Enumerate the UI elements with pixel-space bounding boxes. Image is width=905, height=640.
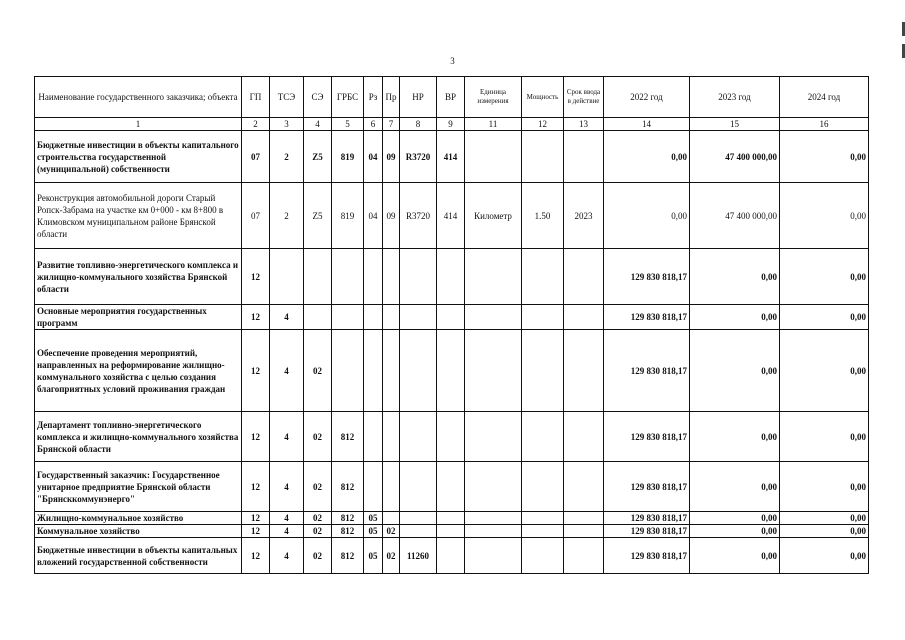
cell-tse: 4	[270, 512, 304, 525]
cell-y2024: 0,00	[780, 330, 869, 412]
cell-power	[522, 462, 564, 512]
cell-y2024: 0,00	[780, 305, 869, 330]
column-index: 4	[304, 118, 332, 131]
cell-se	[304, 249, 332, 305]
header-rz: Рз	[364, 77, 383, 118]
cell-grbs	[332, 330, 364, 412]
cell-pr: 09	[383, 131, 400, 183]
header-grbs: ГРБС	[332, 77, 364, 118]
cell-vr	[437, 525, 465, 538]
cell-unit	[465, 131, 522, 183]
cell-y2023: 0,00	[690, 305, 780, 330]
cell-gp: 12	[242, 305, 270, 330]
cell-y2023: 0,00	[690, 512, 780, 525]
cell-unit	[465, 249, 522, 305]
header-2024: 2024 год	[780, 77, 869, 118]
cell-np: R3720	[400, 183, 437, 249]
cell-grbs	[332, 249, 364, 305]
cell-rz: 05	[364, 525, 383, 538]
cell-name: Обеспечение проведения мероприятий, направленных на реформирование жилищно-коммунального хозяйства с целью создания благоприятных условий проживания граждан	[35, 330, 242, 412]
cell-name: Основные мероприятия государственных программ	[35, 305, 242, 330]
cell-power	[522, 249, 564, 305]
column-index: 3	[270, 118, 304, 131]
cell-y2024: 0,00	[780, 538, 869, 574]
cell-term: 2023	[564, 183, 604, 249]
table-row	[35, 330, 869, 412]
cell-vr	[437, 512, 465, 525]
cell-y2024: 0,00	[780, 525, 869, 538]
cell-name: Реконструкция автомобильной дороги Старый Ропск-Забрама на участке км 0+000 - км 8+800 в Климовском муниципальном районе Брянской области	[35, 183, 242, 249]
cell-grbs: 812	[332, 538, 364, 574]
cell-y2024: 0,00	[780, 183, 869, 249]
column-index: 14	[604, 118, 690, 131]
cell-y2022: 129 830 818,17	[604, 305, 690, 330]
cell-unit	[465, 525, 522, 538]
column-index: 5	[332, 118, 364, 131]
cell-power	[522, 512, 564, 525]
cell-gp: 12	[242, 462, 270, 512]
table-header-row	[35, 77, 869, 118]
cell-y2023: 0,00	[690, 525, 780, 538]
cell-y2022: 129 830 818,17	[604, 249, 690, 305]
cell-power: 1.50	[522, 183, 564, 249]
cell-pr	[383, 330, 400, 412]
cell-y2022: 0,00	[604, 131, 690, 183]
cell-term	[564, 131, 604, 183]
header-2022: 2022 год	[604, 77, 690, 118]
column-index: 1	[35, 118, 242, 131]
table-row	[35, 305, 869, 330]
cell-name: Коммунальное хозяйство	[35, 525, 242, 538]
cell-unit	[465, 512, 522, 525]
cell-unit	[465, 330, 522, 412]
cell-power	[522, 525, 564, 538]
header-unit: Единица измерения	[465, 77, 522, 118]
column-index: 15	[690, 118, 780, 131]
cell-se: Z5	[304, 183, 332, 249]
cell-grbs	[332, 305, 364, 330]
cell-vr	[437, 462, 465, 512]
cell-se: 02	[304, 525, 332, 538]
table-row	[35, 538, 869, 574]
cell-pr	[383, 512, 400, 525]
cell-y2022: 129 830 818,17	[604, 538, 690, 574]
cell-term	[564, 330, 604, 412]
cell-name: Развитие топливно-энергетического комплекса и жилищно-коммунального хозяйства Брянской области	[35, 249, 242, 305]
cell-gp: 12	[242, 412, 270, 462]
cell-y2024: 0,00	[780, 512, 869, 525]
cell-pr	[383, 249, 400, 305]
cell-name: Жилищно-коммунальное хозяйство	[35, 512, 242, 525]
header-name: Наименование государственного заказчика; объекта	[35, 77, 242, 118]
cell-np: 11260	[400, 538, 437, 574]
column-index: 12	[522, 118, 564, 131]
cell-tse: 4	[270, 525, 304, 538]
cell-vr	[437, 412, 465, 462]
cell-se: 02	[304, 512, 332, 525]
cell-se	[304, 305, 332, 330]
cell-term	[564, 538, 604, 574]
header-gp: ГП	[242, 77, 270, 118]
table-row	[35, 525, 869, 538]
cell-pr	[383, 305, 400, 330]
cell-y2023: 0,00	[690, 462, 780, 512]
cell-term	[564, 512, 604, 525]
column-index: 8	[400, 118, 437, 131]
cell-vr	[437, 249, 465, 305]
cell-y2023: 47 400 000,00	[690, 183, 780, 249]
cell-rz	[364, 462, 383, 512]
cell-y2022: 129 830 818,17	[604, 525, 690, 538]
header-pr: Пр	[383, 77, 400, 118]
cell-tse: 4	[270, 330, 304, 412]
header-power: Мощность	[522, 77, 564, 118]
cell-y2022: 129 830 818,17	[604, 462, 690, 512]
cell-se: 02	[304, 538, 332, 574]
cell-np	[400, 305, 437, 330]
cell-vr	[437, 305, 465, 330]
cell-y2023: 0,00	[690, 538, 780, 574]
cell-gp: 12	[242, 538, 270, 574]
table-row	[35, 412, 869, 462]
cell-np	[400, 462, 437, 512]
cell-se: 02	[304, 330, 332, 412]
cell-grbs: 819	[332, 131, 364, 183]
table-row	[35, 183, 869, 249]
cell-rz	[364, 330, 383, 412]
cell-se: 02	[304, 412, 332, 462]
header-tse: ТСЭ	[270, 77, 304, 118]
cell-rz: 04	[364, 183, 383, 249]
cell-tse: 4	[270, 412, 304, 462]
header-np: НР	[400, 77, 437, 118]
cell-power	[522, 412, 564, 462]
table-row	[35, 131, 869, 183]
cell-grbs: 812	[332, 525, 364, 538]
cell-name: Бюджетные инвестиции в объекты капитального строительства государственной (муниципальной) собственности	[35, 131, 242, 183]
cell-grbs: 819	[332, 183, 364, 249]
cell-name: Бюджетные инвестиции в объекты капитальных вложений государственной собственности	[35, 538, 242, 574]
cell-rz: 05	[364, 538, 383, 574]
cell-pr	[383, 462, 400, 512]
cell-gp: 07	[242, 131, 270, 183]
cell-name: Государственный заказчик: Государственное унитарное предприятие Брянской области "Брянсккоммунэнерго"	[35, 462, 242, 512]
cell-rz: 04	[364, 131, 383, 183]
column-index: 9	[437, 118, 465, 131]
cell-tse: 4	[270, 462, 304, 512]
cell-np	[400, 249, 437, 305]
cell-gp: 12	[242, 525, 270, 538]
column-index: 7	[383, 118, 400, 131]
cell-tse: 2	[270, 183, 304, 249]
cell-y2022: 129 830 818,17	[604, 330, 690, 412]
cell-tse: 4	[270, 305, 304, 330]
column-index: 2	[242, 118, 270, 131]
cell-pr	[383, 412, 400, 462]
header-se: СЭ	[304, 77, 332, 118]
table-row	[35, 462, 869, 512]
cell-np	[400, 512, 437, 525]
column-index: 6	[364, 118, 383, 131]
cell-np	[400, 525, 437, 538]
cell-rz: 05	[364, 512, 383, 525]
budget-table	[34, 76, 869, 574]
cell-gp: 12	[242, 512, 270, 525]
cell-rz	[364, 305, 383, 330]
cell-unit	[465, 538, 522, 574]
cell-term	[564, 525, 604, 538]
cell-tse: 2	[270, 131, 304, 183]
cell-term	[564, 412, 604, 462]
column-index: 13	[564, 118, 604, 131]
header-vr: ВР	[437, 77, 465, 118]
cell-gp: 12	[242, 249, 270, 305]
cell-pr: 02	[383, 538, 400, 574]
cell-y2024: 0,00	[780, 412, 869, 462]
cell-se: Z5	[304, 131, 332, 183]
cell-unit	[465, 462, 522, 512]
cell-y2022: 129 830 818,17	[604, 412, 690, 462]
cell-rz	[364, 249, 383, 305]
cell-power	[522, 131, 564, 183]
cell-term	[564, 249, 604, 305]
cell-name: Департамент топливно-энергетического комплекса и жилищно-коммунального хозяйства Брянской области	[35, 412, 242, 462]
cell-grbs: 812	[332, 512, 364, 525]
table-row	[35, 249, 869, 305]
cell-np	[400, 412, 437, 462]
cell-tse: 4	[270, 538, 304, 574]
header-2023: 2023 год	[690, 77, 780, 118]
cell-y2023: 0,00	[690, 412, 780, 462]
cell-grbs: 812	[332, 412, 364, 462]
cell-se: 02	[304, 462, 332, 512]
cell-y2024: 0,00	[780, 462, 869, 512]
column-index: 16	[780, 118, 869, 131]
cell-y2023: 47 400 000,00	[690, 131, 780, 183]
cell-vr	[437, 538, 465, 574]
cell-np	[400, 330, 437, 412]
cell-y2024: 0,00	[780, 249, 869, 305]
cell-pr: 09	[383, 183, 400, 249]
cell-power	[522, 538, 564, 574]
cell-term	[564, 462, 604, 512]
cell-vr: 414	[437, 183, 465, 249]
header-term: Срок ввода в действие	[564, 77, 604, 118]
table-body	[35, 131, 869, 574]
cell-y2022: 0,00	[604, 183, 690, 249]
cell-power	[522, 305, 564, 330]
cell-unit	[465, 305, 522, 330]
cell-y2023: 0,00	[690, 330, 780, 412]
cell-tse	[270, 249, 304, 305]
cell-y2024: 0,00	[780, 131, 869, 183]
cell-term	[564, 305, 604, 330]
column-index-row	[35, 118, 869, 131]
cell-np: R3720	[400, 131, 437, 183]
cell-gp: 07	[242, 183, 270, 249]
cell-power	[522, 330, 564, 412]
cell-unit: Километр	[465, 183, 522, 249]
page-number: 3	[450, 56, 455, 66]
cell-y2023: 0,00	[690, 249, 780, 305]
cell-vr	[437, 330, 465, 412]
cell-grbs: 812	[332, 462, 364, 512]
table-row	[35, 512, 869, 525]
cell-gp: 12	[242, 330, 270, 412]
cell-vr: 414	[437, 131, 465, 183]
cell-unit	[465, 412, 522, 462]
cell-pr: 02	[383, 525, 400, 538]
cell-rz	[364, 412, 383, 462]
column-index: 11	[465, 118, 522, 131]
cell-y2022: 129 830 818,17	[604, 512, 690, 525]
